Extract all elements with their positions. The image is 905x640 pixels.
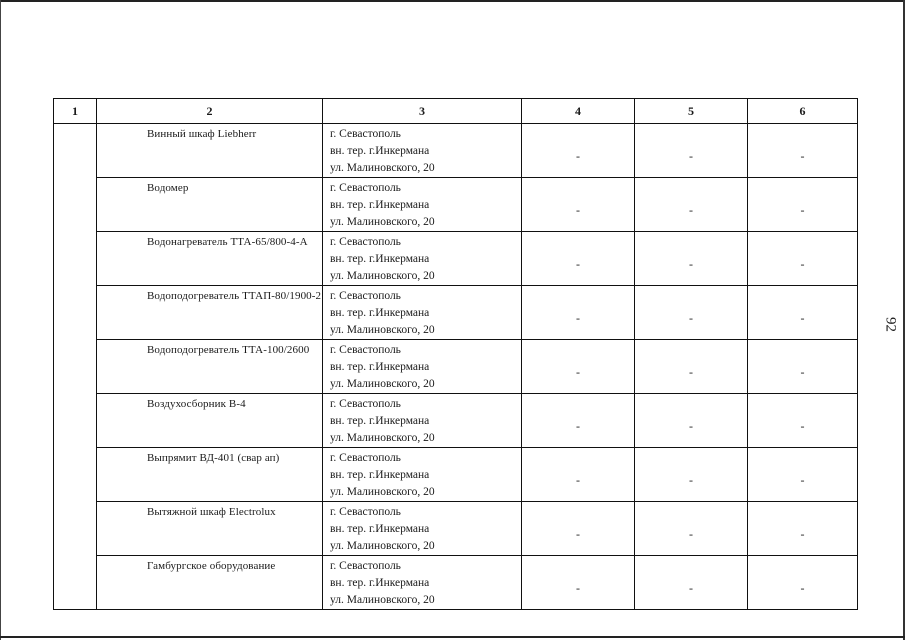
page-number: 92 [882,317,899,332]
col-4-cell [522,286,635,340]
address-street: ул. Малиновского, 20 [330,162,435,174]
address-cell [323,286,522,340]
col-4-value: - [576,257,580,271]
col-5-value: - [689,257,693,271]
address-cell [323,394,522,448]
col-6-value: - [800,365,805,379]
col-6-value: - [800,581,805,595]
page-bottom-edge [0,636,905,638]
header-col-2: 2 [97,99,323,124]
col-5-value: - [689,311,693,325]
address-district: вн. тер. г.Инкермана [330,145,430,157]
col-6-cell [748,232,858,286]
equipment-name: Водоподогреватель ТТАП-80/1900-2 [97,286,323,340]
page-top-edge [0,0,905,2]
address-city: г. Севастополь [330,506,401,518]
table-row [54,502,858,556]
col-6-cell [748,178,858,232]
page-left-edge [0,0,1,640]
address-district: вн. тер. г.Инкермана [330,523,430,535]
equipment-name: Водоподогреватель ТТА-100/2600 [97,340,323,394]
address-city: г. Севастополь [330,128,401,140]
header-col-5: 5 [635,99,748,124]
equipment-name: Гамбургское оборудование [97,556,323,610]
equipment-table [53,98,858,610]
address-street: ул. Малиновского, 20 [330,486,435,498]
address-street: ул. Малиновского, 20 [330,270,435,282]
col-5-cell [635,502,748,556]
table-row [54,178,858,232]
equipment-name: Винный шкаф Liebherr [97,124,323,178]
address-city: г. Севастополь [330,182,401,194]
col-5-value: - [689,365,693,379]
address-city: г. Севастополь [330,560,401,572]
col-5-value: - [689,527,693,541]
col-4-value: - [576,473,580,487]
address-street: ул. Малиновского, 20 [330,432,435,444]
col-6-cell [748,502,858,556]
equipment-name: Водомер [97,178,323,232]
address-district: вн. тер. г.Инкермана [330,577,430,589]
table-row [54,340,858,394]
address-city: г. Севастополь [330,236,401,248]
col-6-cell [748,448,858,502]
col-6-value: - [800,473,805,487]
address-cell [323,178,522,232]
col-5-cell [635,556,748,610]
address-street: ул. Малиновского, 20 [330,378,435,390]
equipment-name: Водонагреватель ТТА-65/800-4-А [97,232,323,286]
col-4-value: - [576,311,580,325]
col-4-value: - [576,203,580,217]
col-5-cell [635,448,748,502]
col-6-cell [748,340,858,394]
col-4-cell [522,556,635,610]
col-5-cell [635,394,748,448]
col-4-value: - [576,365,580,379]
col-5-value: - [689,203,693,217]
col-4-cell [522,124,635,178]
col-5-cell [635,124,748,178]
col-4-cell [522,178,635,232]
col-5-cell [635,340,748,394]
col-5-cell [635,286,748,340]
col-6-cell [748,556,858,610]
col-6-value: - [800,419,805,433]
col-6-value: - [800,149,805,163]
col-4-cell [522,232,635,286]
address-district: вн. тер. г.Инкермана [330,361,430,373]
header-col-4: 4 [522,99,635,124]
col-6-value: - [800,257,805,271]
col-6-cell [748,124,858,178]
table-row [54,124,858,178]
col-6-value: - [800,311,805,325]
col-5-value: - [689,581,693,595]
address-district: вн. тер. г.Инкермана [330,307,430,319]
address-district: вн. тер. г.Инкермана [330,469,430,481]
equipment-name: Воздухосборник В-4 [97,394,323,448]
table-row [54,448,858,502]
equipment-name: Вытяжной шкаф Electrolux [97,502,323,556]
address-city: г. Севастополь [330,398,401,410]
col-4-cell [522,394,635,448]
col-4-value: - [576,527,580,541]
address-street: ул. Малиновского, 20 [330,540,435,552]
address-street: ул. Малиновского, 20 [330,594,435,606]
address-district: вн. тер. г.Инкермана [330,415,430,427]
col-5-value: - [689,149,693,163]
table-row [54,556,858,610]
address-street: ул. Малиновского, 20 [330,216,435,228]
address-cell [323,124,522,178]
address-cell [323,232,522,286]
header-col-3: 3 [323,99,522,124]
address-cell [323,448,522,502]
header-col-6: 6 [748,99,858,124]
table-row [54,232,858,286]
header-col-1: 1 [54,99,97,124]
address-cell [323,556,522,610]
address-street: ул. Малиновского, 20 [330,324,435,336]
col-6-cell [748,286,858,340]
col-6-cell [748,394,858,448]
col-4-cell [522,340,635,394]
col-5-cell [635,232,748,286]
col-4-value: - [576,419,580,433]
table-row [54,286,858,340]
address-city: г. Севастополь [330,452,401,464]
address-district: вн. тер. г.Инкермана [330,199,430,211]
index-cell [54,124,97,610]
col-5-cell [635,178,748,232]
col-5-value: - [689,419,693,433]
address-cell [323,340,522,394]
table-row [54,394,858,448]
col-4-value: - [576,581,580,595]
address-city: г. Севастополь [330,290,401,302]
address-city: г. Севастополь [330,344,401,356]
col-6-value: - [800,203,805,217]
col-4-cell [522,448,635,502]
col-6-value: - [800,527,805,541]
address-cell [323,502,522,556]
address-district: вн. тер. г.Инкермана [330,253,430,265]
col-5-value: - [689,473,693,487]
col-4-value: - [576,149,580,163]
col-4-cell [522,502,635,556]
table-header-row [54,99,858,124]
equipment-name: Выпрямит ВД-401 (свар ап) [97,448,323,502]
